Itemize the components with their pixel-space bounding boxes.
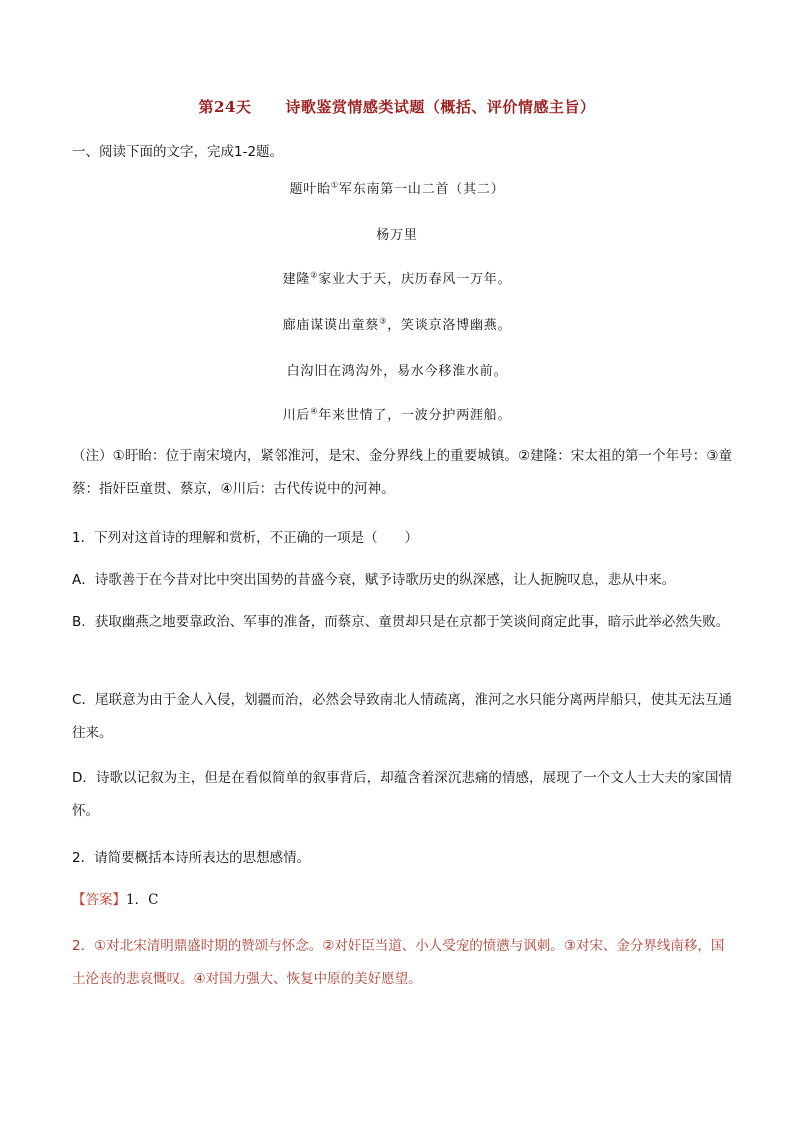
poem-line-text: 年来世情了，一波分护两涯船。 — [318, 408, 512, 423]
option-d: D．诗歌以记叙为主，但是在看似简单的叙事背后，却蕴含着深沉悲痛的情感，展现了一个文人士大夫的家国情怀。 — [72, 770, 732, 819]
title-day: 第24天 — [198, 98, 252, 116]
option-a: A．诗歌善于在今昔对比中突出国势的昔盛今衰，赋予诗歌历史的纵深感，让人扼腕叹息，悲从中来。 — [72, 572, 676, 588]
title-text: 诗歌鉴赏情感类试题（概括、评价情感主旨） — [285, 98, 596, 116]
footnote-mark: ② — [310, 270, 319, 280]
poem-line-text: 白沟旧在鸿沟外，易水今移淮水前。 — [286, 364, 508, 379]
poem-notes: （注）①盱眙：位于南宋境内，紧邻淮河，是宋、金分界线上的重要城镇。②建隆：宋太祖的第一个年号：③童蔡：指奸臣童贯、蔡京，④川后：古代传说中的河神。 — [72, 448, 732, 497]
question-2-stem: 2．请简要概括本诗所表达的思想感情。 — [72, 850, 311, 866]
poem-line — [0, 268, 794, 287]
poem-title-text: 题叶眙 — [289, 182, 331, 197]
poem-author: 杨万里 — [376, 228, 418, 243]
page-title — [0, 96, 794, 117]
poem-line-text: 建隆 — [282, 272, 311, 287]
poem-line-text: 廊庙谋谟出童蔡 — [282, 318, 380, 333]
option-b: B．获取幽燕之地要靠政治、军事的准备，而蔡京、童贯却只是在京都于笑谈间商定此事，暗示此举必然失败。 — [72, 614, 730, 630]
answer-tag: 【答案】 — [72, 892, 126, 908]
footnote-mark: ③ — [379, 316, 388, 326]
poem-line — [0, 314, 794, 333]
poem-line — [0, 404, 794, 423]
question-1-stem: 1．下列对这首诗的理解和赏析，不正确的一项是（ ） — [72, 530, 419, 546]
poem-line-text: 川后 — [282, 408, 311, 423]
poem-line-text: 家业大于天，庆历春风一万年。 — [318, 272, 512, 287]
answer-q1: 1．C — [126, 892, 159, 908]
answer-line — [72, 888, 158, 908]
section-instruction: 一、阅读下面的文字，完成1-2题。 — [72, 144, 284, 160]
option-c: C．尾联意为由于金人入侵，划疆而治，必然会导致南北人情疏离，淮河之水只能分离两岸船只，使其无法互通往来。 — [72, 692, 732, 741]
poem-title-rest: 军东南第一山二首（其二） — [338, 182, 505, 197]
poem-line — [0, 360, 794, 379]
footnote-mark: ① — [330, 180, 339, 190]
poem-title — [0, 178, 794, 197]
answer-q2: 2．①对北宋清明鼎盛时期的赞颂与怀念。②对奸臣当道、小人受宠的愤懑与讽刺。③对宋、金分界线南移，国土沦丧的悲哀慨叹。④对国力强大、恢复中原的美好愿望。 — [72, 938, 725, 987]
poem-line-text: ，笑谈京洛博幽燕。 — [387, 318, 512, 333]
footnote-mark: ④ — [310, 406, 319, 416]
